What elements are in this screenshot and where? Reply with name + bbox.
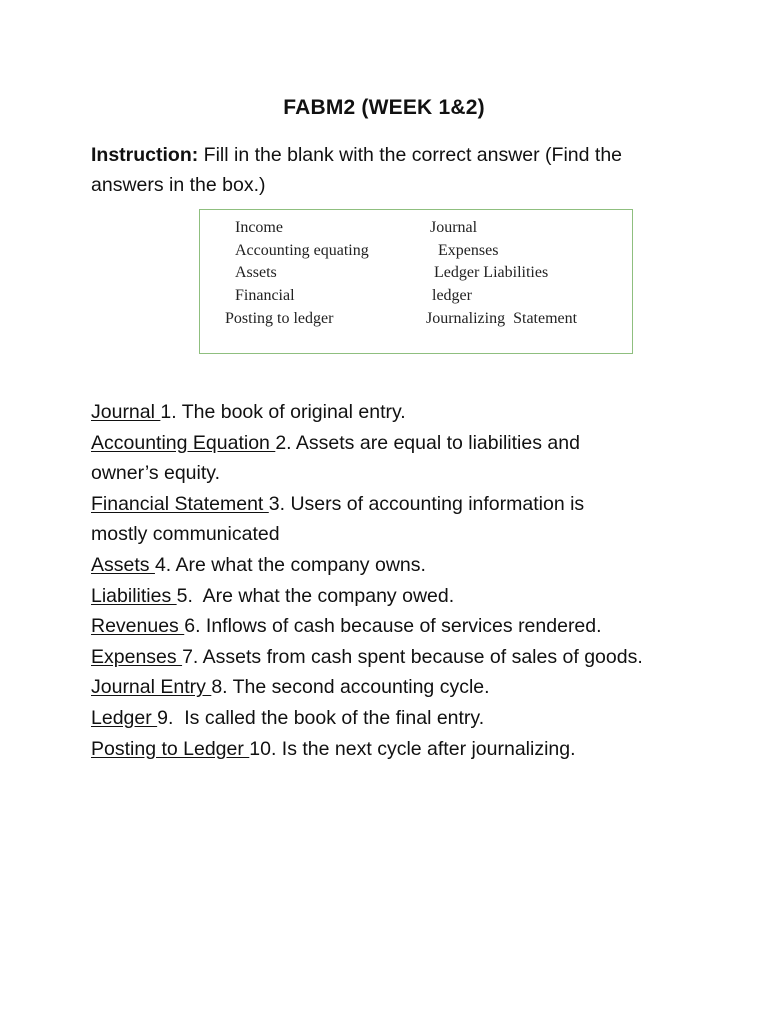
- answer-line: [91, 550, 731, 581]
- word-box-item: Financial: [235, 287, 295, 304]
- word-box-item: Ledger Liabilities: [434, 264, 549, 281]
- answer-list: [91, 397, 731, 764]
- question-text: 6. Inflows of cash because of services rendered.: [184, 615, 602, 638]
- word-box-item: Expenses: [438, 242, 499, 259]
- question-text: 7. Assets from cash spent because of sales of goods.: [182, 645, 643, 668]
- word-box-item: Assets: [235, 264, 277, 281]
- question-text: 1. The book of original entry.: [160, 401, 406, 423]
- word-box-item: ledger: [432, 287, 472, 304]
- answer-line: [91, 703, 731, 734]
- answer-line: [91, 458, 731, 489]
- answer-blank: Journal: [91, 401, 161, 423]
- word-box-item: Income: [235, 219, 283, 236]
- answer-line: [91, 428, 731, 459]
- question-text: 8. The second accounting cycle.: [211, 676, 490, 699]
- answer-line: [91, 642, 731, 673]
- instruction-text-line2: answers in the box.): [91, 174, 266, 196]
- answer-blank: Posting to Ledger: [91, 737, 250, 760]
- answer-line: [91, 489, 731, 520]
- question-text: 5. Are what the company owed.: [176, 584, 455, 607]
- question-text: 3. Users of accounting information is: [268, 492, 585, 515]
- answer-blank: Financial Statement: [91, 492, 269, 515]
- question-text: 10. Is the next cycle after journalizing.: [249, 737, 576, 760]
- answer-line: [91, 581, 731, 612]
- word-box-item: Journalizing Statement: [426, 310, 578, 327]
- word-box-item: Posting to ledger: [225, 310, 334, 327]
- question-text: mostly communicated: [91, 523, 280, 546]
- answer-line: [91, 519, 731, 550]
- answer-line: [91, 672, 731, 703]
- answer-blank: Assets: [91, 553, 155, 576]
- page-title: FABM2 (WEEK 1&2): [283, 96, 485, 119]
- answer-line: [91, 397, 731, 428]
- answer-line: [91, 734, 731, 765]
- answer-blank: Revenues: [91, 615, 185, 638]
- answer-blank: Expenses: [91, 645, 183, 668]
- question-text: 4. Are what the company owns.: [154, 553, 426, 576]
- answer-line: [91, 611, 731, 642]
- answer-blank: Ledger: [91, 706, 158, 729]
- question-text: 9. Is called the book of the final entry.: [157, 706, 485, 729]
- answer-blank: Accounting Equation: [91, 431, 276, 454]
- question-text: 2. Assets are equal to liabilities and: [275, 431, 580, 454]
- answer-blank: Journal Entry: [91, 676, 212, 699]
- instruction: [91, 140, 691, 200]
- answer-blank: Liabilities: [91, 584, 177, 607]
- word-box: [199, 209, 633, 354]
- question-text: owner’s equity.: [91, 462, 220, 485]
- word-box-item: Accounting equating: [235, 242, 369, 259]
- instruction-text: Fill in the blank with the correct answer (Find the: [198, 144, 623, 166]
- word-box-item: Journal: [430, 219, 478, 236]
- instruction-label: Instruction:: [91, 144, 199, 166]
